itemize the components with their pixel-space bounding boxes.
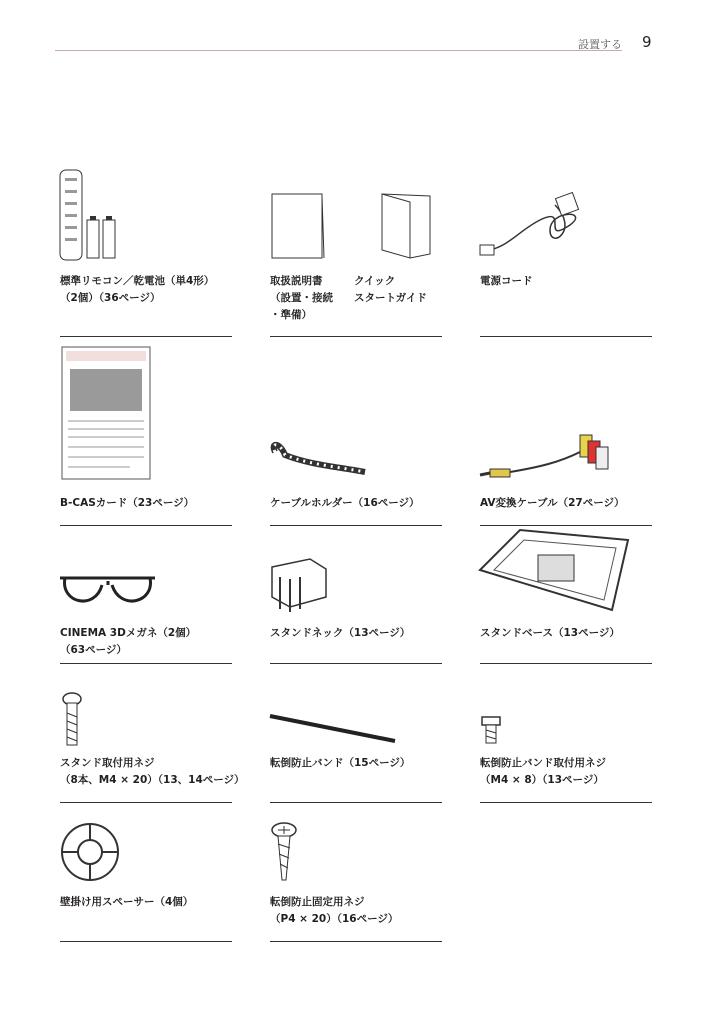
divider: [60, 525, 232, 526]
divider: [60, 336, 232, 337]
page-number: 9: [642, 33, 652, 51]
item-label: 壁掛け用スペーサー（4個）: [60, 896, 194, 908]
item-label: （P4 × 20）（16ページ）: [270, 913, 399, 925]
divider: [480, 663, 652, 664]
divider: [60, 663, 232, 664]
stand-screw-icon: [60, 693, 232, 748]
item-label: （2個）（36ページ）: [60, 292, 161, 304]
item-label: スタートガイド: [354, 292, 427, 304]
header-rule: [55, 50, 622, 51]
divider: [270, 941, 442, 942]
item-label: ・準備）: [270, 309, 312, 321]
divider: [480, 802, 652, 803]
band-screw-icon: [480, 715, 652, 745]
divider: [270, 663, 442, 664]
remote-batteries-icon: [60, 170, 232, 260]
wall-spacer-icon: [60, 822, 232, 884]
section-title: 設置する: [578, 38, 622, 51]
item-label: ケーブルホルダー（16ページ）: [270, 497, 420, 509]
item-label: （63ページ）: [60, 644, 127, 656]
item-label: 転倒防止固定用ネジ: [270, 896, 365, 908]
stand-neck-icon: [270, 557, 442, 617]
divider: [60, 941, 232, 942]
item-label: （M4 × 8）（13ページ）: [480, 774, 604, 786]
cable-holder-icon: [270, 437, 442, 477]
divider: [270, 525, 442, 526]
item-label: スタンドベース（13ページ）: [480, 627, 620, 639]
divider: [480, 525, 652, 526]
item-label: 取扱説明書: [270, 275, 323, 287]
anti-tip-band-icon: [270, 713, 442, 743]
fixing-screw-icon: [270, 822, 442, 884]
bcas-card-icon: [60, 347, 232, 479]
item-label: CINEMA 3Dメガネ（2個）: [60, 627, 197, 639]
item-label: 転倒防止バンド（15ページ）: [270, 757, 411, 769]
item-label: B-CASカード（23ページ）: [60, 497, 195, 509]
item-label: 電源コード: [480, 275, 533, 287]
item-label: スタンドネック（13ページ）: [270, 627, 411, 639]
item-label: 標準リモコン／乾電池（単4形）: [60, 275, 215, 287]
divider: [60, 802, 232, 803]
av-cable-icon: [480, 427, 652, 487]
item-label: スタンド取付用ネジ: [60, 757, 155, 769]
divider: [480, 336, 652, 337]
item-label: クイック: [354, 275, 396, 287]
item-label: 転倒防止バンド取付用ネジ: [480, 757, 606, 769]
stand-base-icon: [480, 530, 652, 610]
item-label: （設置・接続: [270, 292, 333, 304]
manuals-icon: [270, 192, 442, 262]
divider: [270, 336, 442, 337]
3d-glasses-icon: [60, 573, 232, 613]
item-label: AV変換ケーブル（27ページ）: [480, 497, 625, 509]
item-label: （8本、M4 × 20）（13、14ページ）: [60, 774, 245, 786]
divider: [270, 802, 442, 803]
power-cord-icon: [480, 190, 652, 260]
